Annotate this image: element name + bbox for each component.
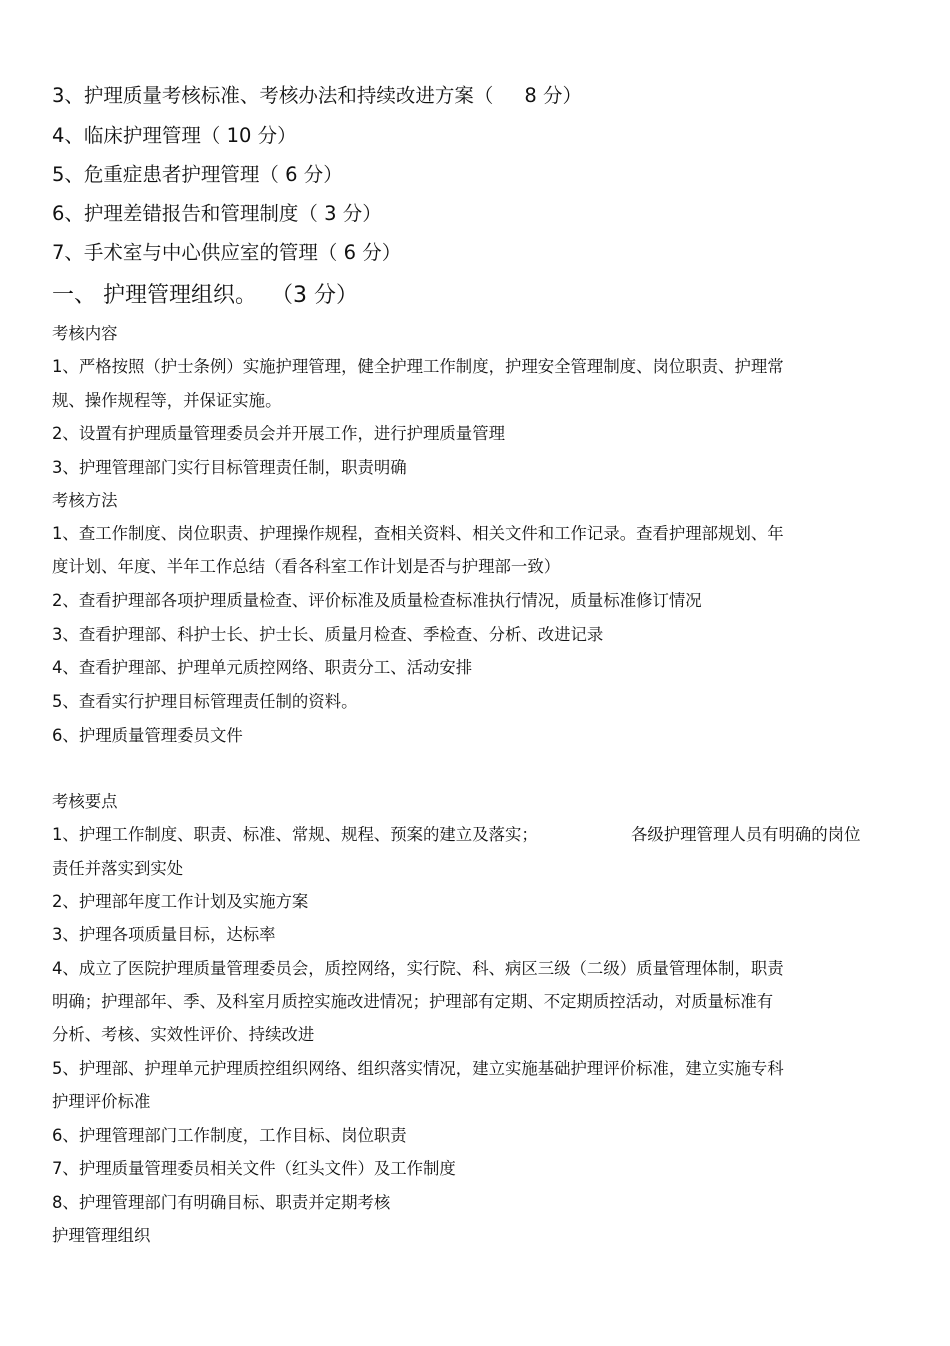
points-line: 4、成立了医院护理质量管理委员会，质控网络，实行院、科、病区三级（二级）质量管理体制，职责	[52, 959, 784, 978]
content-line: 规、操作规程等，并保证实施。	[52, 391, 282, 410]
method-line: 2、查看护理部各项护理质量检查、评价标准及质量检查标准执行情况，质量标准修订情况	[52, 591, 702, 610]
method-line: 度计划、年度、半年工作总结（看各科室工作计划是否与护理部一致）	[52, 557, 561, 576]
content-line: 2、设置有护理质量管理委员会并开展工作，进行护理质量管理	[52, 424, 505, 443]
content-line: 1、严格按照（护士条例）实施护理管理，健全护理工作制度，护理安全管理制度、岗位职责、护理常	[52, 357, 784, 376]
points-line: 6、护理管理部门工作制度，工作目标、岗位职责	[52, 1126, 407, 1145]
points-line: 责任并落实到实处	[52, 859, 184, 878]
points-line: 明确；护理部年、季、及科室月质控实施改进情况；护理部有定期、不定期质控活动，对质量标准有	[52, 992, 774, 1011]
points-line: 护理评价标准	[52, 1092, 151, 1111]
points-line: 分析、考核、实效性评价、持续改进	[52, 1025, 315, 1044]
content-heading: 考核内容	[52, 324, 118, 343]
points-line: 5、护理部、护理单元护理质控组织网络、组织落实情况，建立实施基础护理评价标准，建立实施专科	[52, 1059, 784, 1078]
score-item-7: 7、手术室与中心供应室的管理（ 6 分）	[52, 241, 402, 264]
score-item-5: 5、危重症患者护理管理（ 6 分）	[52, 163, 343, 186]
trailing-heading: 护理管理组织	[52, 1226, 151, 1245]
content-line: 3、护理管理部门实行目标管理责任制，职责明确	[52, 458, 407, 477]
points-line: 8、护理管理部门有明确目标、职责并定期考核	[52, 1193, 391, 1212]
points-line: 7、护理质量管理委员相关文件（红头文件）及工作制度	[52, 1159, 456, 1178]
method-heading: 考核方法	[52, 491, 118, 510]
points-heading: 考核要点	[52, 792, 118, 811]
points-item-1: 1、护理工作制度、职责、标准、常规、规程、预案的建立及落实；	[52, 825, 538, 844]
method-line: 4、查看护理部、护理单元质控网络、职责分工、活动安排	[52, 658, 473, 677]
method-line: 1、查工作制度、岗位职责、护理操作规程，查相关资料、相关文件和工作记录。查看护理部规划、年	[52, 524, 784, 543]
points-line: 3、护理各项质量目标，达标率	[52, 925, 276, 944]
section-title: 一、 护理管理组织。 （3 分）	[52, 283, 358, 308]
method-line: 3、查看护理部、科护士长、护士长、质量月检查、季检查、分析、改进记录	[52, 625, 604, 644]
score-item-6: 6、护理差错报告和管理制度（ 3 分）	[52, 202, 382, 225]
points-item-1-continued: 各级护理管理人员有明确的岗位	[631, 825, 861, 844]
score-item-3: 3、护理质量考核标准、考核办法和持续改进方案（ 8 分）	[52, 84, 583, 107]
points-line: 2、护理部年度工作计划及实施方案	[52, 892, 309, 911]
method-line: 5、查看实行护理目标管理责任制的资料。	[52, 692, 358, 711]
score-item-4: 4、临床护理管理（ 10 分）	[52, 124, 297, 147]
method-line: 6、护理质量管理委员文件	[52, 726, 243, 745]
